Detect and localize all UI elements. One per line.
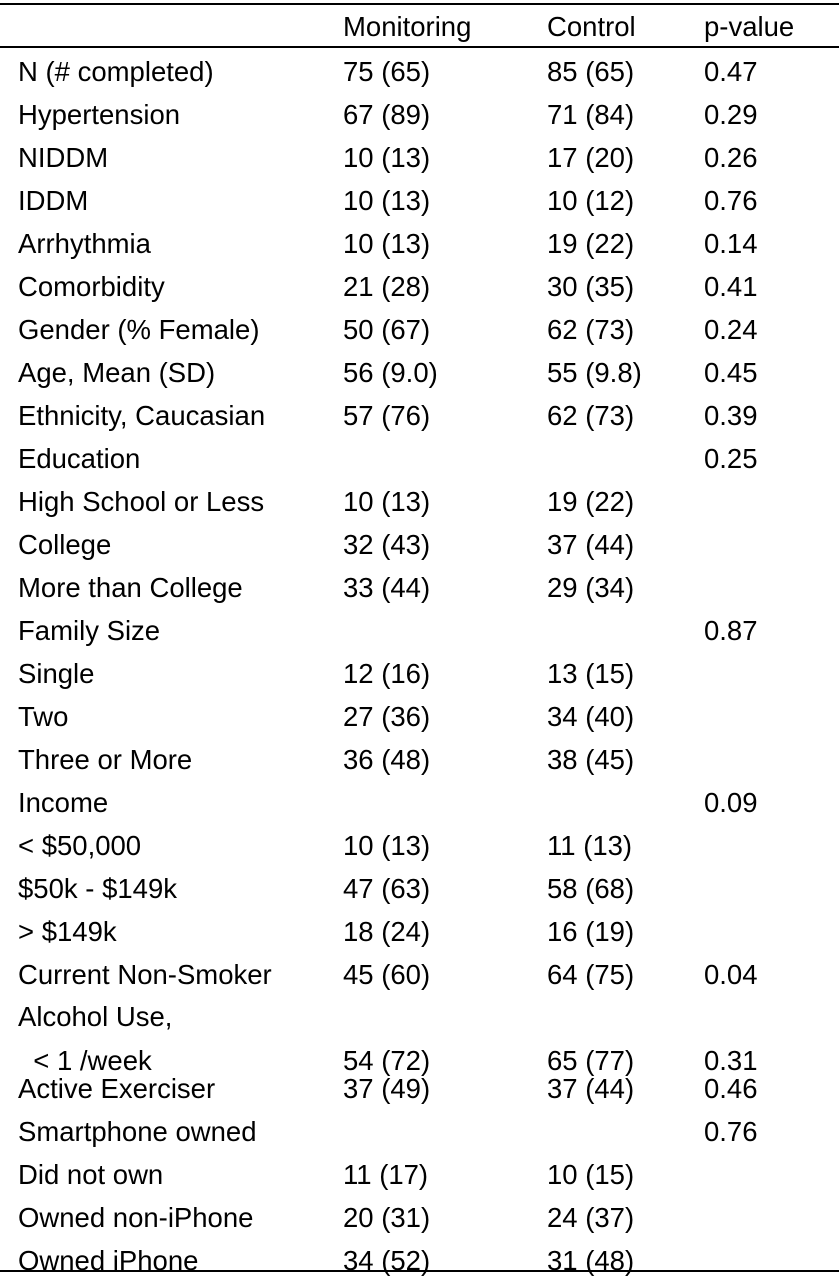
row-label: Gender (% Female) [18,314,260,345]
p-value: 0.39 [704,400,758,431]
p-value: 0.87 [704,615,758,646]
row-label: Age, Mean (SD) [18,357,216,388]
monitoring-value: 54 (72) [343,1045,431,1076]
control-value: 34 (40) [547,701,635,732]
p-value: 0.46 [704,1073,758,1104]
row-label: Three or More [18,744,193,775]
control-value: 58 (68) [547,873,635,904]
header-p-value: p-value [704,11,795,42]
monitoring-value: 37 (49) [343,1073,431,1104]
table-row [0,1240,839,1282]
row-label: Two [18,701,69,732]
control-value: 17 (20) [547,142,635,173]
row-label: Income [18,787,109,818]
control-value: 37 (44) [547,1073,635,1104]
monitoring-value: 20 (31) [343,1202,431,1233]
row-label: Single [18,658,95,689]
row-label: High School or Less [18,486,265,517]
table-row [0,481,839,523]
monitoring-value: 10 (13) [343,486,431,517]
table-row [0,395,839,437]
control-value: 62 (73) [547,400,635,431]
header-monitoring: Monitoring [343,11,472,42]
p-value: 0.45 [704,357,758,388]
monitoring-value: 36 (48) [343,744,431,775]
control-value: 13 (15) [547,658,635,689]
p-value: 0.29 [704,99,758,130]
row-label: College [18,529,112,560]
control-value: 64 (75) [547,959,635,990]
control-value: 85 (65) [547,56,635,87]
control-value: 16 (19) [547,916,635,947]
control-value: 38 (45) [547,744,635,775]
monitoring-value: 45 (60) [343,959,431,990]
control-value: 30 (35) [547,271,635,302]
table-row [0,94,839,136]
row-label: Ethnicity, Caucasian [18,400,266,431]
table-row [0,954,839,996]
p-value: 0.76 [704,185,758,216]
table-row [0,438,839,480]
monitoring-value: 11 (17) [343,1159,429,1190]
row-label-continuation: < 1 /week [18,1045,152,1076]
row-label: Owned iPhone [18,1245,199,1276]
table-row [0,911,839,953]
monitoring-value: 57 (76) [343,400,431,431]
row-label: Arrhythmia [18,228,151,259]
table-row [0,51,839,93]
monitoring-value: 18 (24) [343,916,431,947]
monitoring-value: 21 (28) [343,271,431,302]
control-value: 10 (15) [547,1159,635,1190]
table-row [0,567,839,609]
row-label: Current Non-Smoker [18,959,272,990]
row-label: NIDDM [18,142,109,173]
row-label: Comorbidity [18,271,165,302]
row-label: $50k - $149k [18,873,177,904]
p-value: 0.47 [704,56,758,87]
header-control: Control [547,11,636,42]
table-row [0,696,839,738]
table-row [0,524,839,566]
control-value: 11 (13) [547,830,633,861]
table-row [0,825,839,867]
table-row [0,610,839,652]
control-value: 10 (12) [547,185,635,216]
table-row [0,266,839,308]
p-value: 0.76 [704,1116,758,1147]
control-value: 19 (22) [547,486,635,517]
table-header-row [0,6,839,48]
p-value: 0.04 [704,959,758,990]
control-value: 24 (37) [547,1202,635,1233]
row-label: Family Size [18,615,161,646]
row-label: Did not own [18,1159,164,1190]
p-value: 0.25 [704,443,758,474]
table-row [0,739,839,781]
table-row [0,180,839,222]
table-row [0,782,839,824]
table-row [0,1154,839,1196]
monitoring-value: 47 (63) [343,873,431,904]
row-label: Education [18,443,141,474]
p-value: 0.26 [704,142,758,173]
control-value: 37 (44) [547,529,635,560]
row-label: < $50,000 [18,830,142,861]
monitoring-value: 10 (13) [343,142,431,173]
table-row [0,1111,839,1153]
control-value: 71 (84) [547,99,635,130]
monitoring-value: 34 (52) [343,1245,431,1276]
control-value: 29 (34) [547,572,635,603]
table-row [0,1197,839,1239]
monitoring-value: 50 (67) [343,314,431,345]
row-label: Smartphone owned [18,1116,257,1147]
row-label: Alcohol Use, [18,1001,173,1032]
row-label: N (# completed) [18,56,214,87]
monitoring-value: 10 (13) [343,185,431,216]
monitoring-value: 33 (44) [343,572,431,603]
control-value: 31 (48) [547,1245,635,1276]
p-value: 0.14 [704,228,758,259]
control-value: 19 (22) [547,228,635,259]
control-value: 62 (73) [547,314,635,345]
table-row [0,137,839,179]
control-value: 55 (9.8) [547,357,642,388]
p-value: 0.09 [704,787,758,818]
row-label: Active Exerciser [18,1073,216,1104]
table-row [0,309,839,351]
monitoring-value: 27 (36) [343,701,431,732]
table-top-rule [0,3,839,5]
row-label: Hypertension [18,99,181,130]
monitoring-value: 32 (43) [343,529,431,560]
table-row [0,223,839,265]
row-label: > $149k [18,916,117,947]
monitoring-value: 10 (13) [343,830,431,861]
p-value: 0.31 [704,1045,758,1076]
monitoring-value: 10 (13) [343,228,431,259]
row-label: IDDM [18,185,89,216]
monitoring-value: 75 (65) [343,56,431,87]
row-label: Owned non-iPhone [18,1202,254,1233]
monitoring-value: 67 (89) [343,99,431,130]
row-label: More than College [18,572,243,603]
table-row [0,653,839,695]
table-row [0,868,839,910]
monitoring-value: 56 (9.0) [343,357,438,388]
table-row [0,352,839,394]
p-value: 0.41 [704,271,758,302]
p-value: 0.24 [704,314,758,345]
monitoring-value: 12 (16) [343,658,431,689]
control-value: 65 (77) [547,1045,635,1076]
table-row [0,1068,839,1110]
